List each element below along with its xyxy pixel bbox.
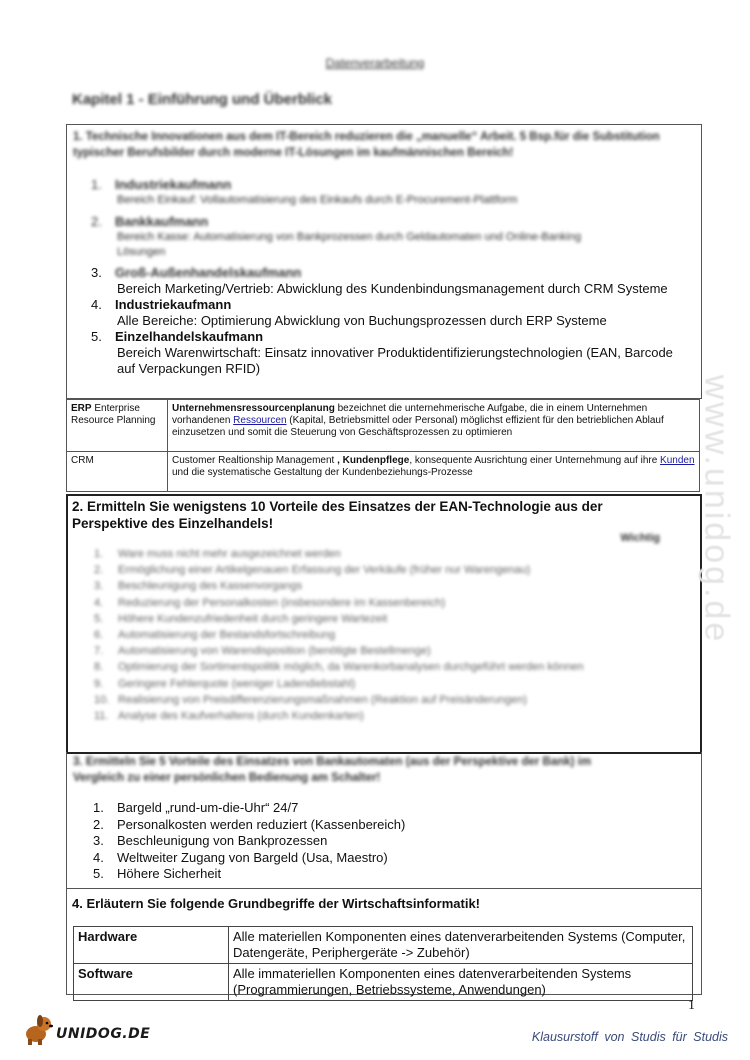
question-4-box: [66, 888, 702, 995]
list-item: 5. Höhere Sicherheit: [93, 866, 222, 881]
question-3-box: [66, 752, 702, 889]
link-kunden[interactable]: Kunden: [660, 455, 695, 466]
list-item: 5. Höhere Kundenzufriedenheit durch geringere Wartezeit: [94, 612, 388, 625]
list-item: 3. Groß-Außenhandelskaufmann Bereich Marketing/Vertrieb: Abwicklung des Kundenbindungsmanagement durch CRM Systeme: [91, 265, 668, 296]
table-row: [67, 452, 700, 492]
link-ressourcen[interactable]: Ressourcen: [233, 415, 287, 426]
glossary-term-crm: CRM: [67, 452, 168, 492]
table-row: [74, 927, 693, 964]
question-2-heading: 2. Ermitteln Sie wenigstens 10 Vorteile des Einsatzes der EAN-Technologie aus der Perspektive des Einzelhandels!: [72, 499, 603, 531]
glossary-def-erp: Unternehmensressourcenplanung bezeichnet die unternehmerische Aufgabe, die in einem Unternehmen vorhandenen Ressourcen (Kapital, Betriebsmittel oder Personal) möglichst effizient für den betrieblichen Ablauf einzusetzen und somit die Steuerung von Geschäftsprozessen zu optimieren: [168, 400, 700, 452]
table-row: [74, 964, 693, 1001]
list-item: 1. Industriekaufmann Bereich Einkauf: Vollautomatisierung des Einkaufs durch E-Procurement-Plattform: [91, 177, 518, 206]
list-item: 1. Bargeld „rund-um-die-Uhr“ 24/7: [93, 800, 299, 815]
list-item: 6. Automatisierung der Bestandsfortschreibung: [94, 629, 336, 642]
glossary-term-erp: ERP Enterprise Resource Planning: [67, 400, 168, 452]
footer-tagline: Klausurstoff von Studis für Studis: [531, 1030, 728, 1044]
list-item: 11. Analyse des Kaufverhaltens (durch Kundenkarten): [94, 710, 364, 723]
term-software: Software: [74, 964, 229, 1001]
list-item: 4. Weltweiter Zugang von Bargeld (Usa, Maestro): [93, 849, 388, 865]
question-2-list: [94, 546, 690, 724]
list-item: 7. Automatisierung von Warendisposition (benötigte Bestellmenge): [94, 645, 431, 658]
question-1-list: [91, 177, 691, 377]
basics-table: [73, 926, 693, 1001]
logo-text: UNIDOG.DE: [56, 1026, 151, 1042]
list-item: 2. Bankkaufmann Bereich Kasse: Automatisierung von Bankprozessen durch Geldautomaten und Online-Banking Lösungen: [91, 214, 582, 258]
question-1-heading: 1. Technische Innovationen aus dem IT-Bereich reduzieren die „manuelle“ Arbeit. 5 Bsp.für die Substitution typischer Berufsbilder durch moderne IT-Lösungen im kaufmännischen Bereich!: [73, 131, 660, 159]
table-row: [67, 400, 700, 452]
important-tag: Wichtig: [620, 532, 660, 544]
glossary-def-crm: Customer Realtionship Management , Kundenpflege, konsequente Ausrichtung einer Unternehmung auf ihre Kunden und die systematische Gestaltung der Kundenbeziehungs-Prozesse: [168, 452, 700, 492]
list-item: 9. Geringere Fehlerquote (weniger Ladendiebstahl): [94, 677, 356, 690]
def-software: Alle immateriellen Komponenten eines datenverarbeitenden Systems (Programmierungen, Betriebssysteme, Anwendungen): [229, 964, 693, 1001]
list-item: 1. Ware muss nicht mehr ausgezeichnet werden: [94, 548, 341, 560]
list-item: 8. Optimierung der Sortimentspolitik möglich, da Warenkorbanalysen durchgeführt werden können: [94, 661, 584, 674]
watermark: www.unidog.de: [697, 374, 736, 645]
list-item: 2. Ermöglichung einer Artikelgenauen Erfassung der Verkäufe (früher nur Warengenau): [94, 564, 531, 577]
glossary-table: [66, 399, 700, 492]
list-item: 4. Industriekaufmann Alle Bereiche: Optimierung Abwicklung von Buchungsprozessen durch ERP Systeme: [91, 297, 607, 328]
question-3-list: [93, 800, 405, 883]
list-item: 4. Reduzierung der Personalkosten (insbesondere im Kassenbereich): [94, 596, 446, 609]
question-1-box: [66, 124, 702, 399]
dog-mascot-icon: [22, 1012, 56, 1046]
chapter-title: Kapitel 1 - Einführung und Überblick: [72, 91, 333, 108]
page-number: 1: [688, 998, 695, 1013]
list-item: 3. Beschleunigung des Kassenvorgangs: [94, 580, 303, 593]
question-3-heading: 3. Ermitteln Sie 5 Vorteile des Einsatzes von Bankautomaten (aus der Perspektive der Bank) im Vergleich zu einer persönlichen Bedienung am Schalter!: [73, 756, 592, 784]
question-4-heading: 4. Erläutern Sie folgende Grundbegriffe der Wirtschaftsinformatik!: [72, 896, 481, 911]
question-2-box: [66, 494, 702, 754]
list-item: 10. Realisierung von Preisdifferenzierungsmaßnahmen (Reaktion auf Preisänderungen): [94, 693, 527, 706]
list-item: 5. Einzelhandelskaufmann Bereich Warenwirtschaft: Einsatz innovativer Produktidentifizierungstechnologien (EAN, Barcode auf Verpackungen RFID): [91, 329, 673, 376]
term-hardware: Hardware: [74, 927, 229, 964]
def-hardware: Alle materiellen Komponenten eines datenverarbeitenden Systems (Computer, Datengeräte, Periphergeräte -> Zubehör): [229, 927, 693, 964]
footer-logo[interactable]: [22, 1012, 152, 1046]
list-item: 3. Beschleunigung von Bankprozessen: [93, 833, 328, 848]
document-title: Datenverarbeitung: [325, 56, 425, 70]
list-item: 2. Personalkosten werden reduziert (Kassenbereich): [93, 816, 406, 832]
